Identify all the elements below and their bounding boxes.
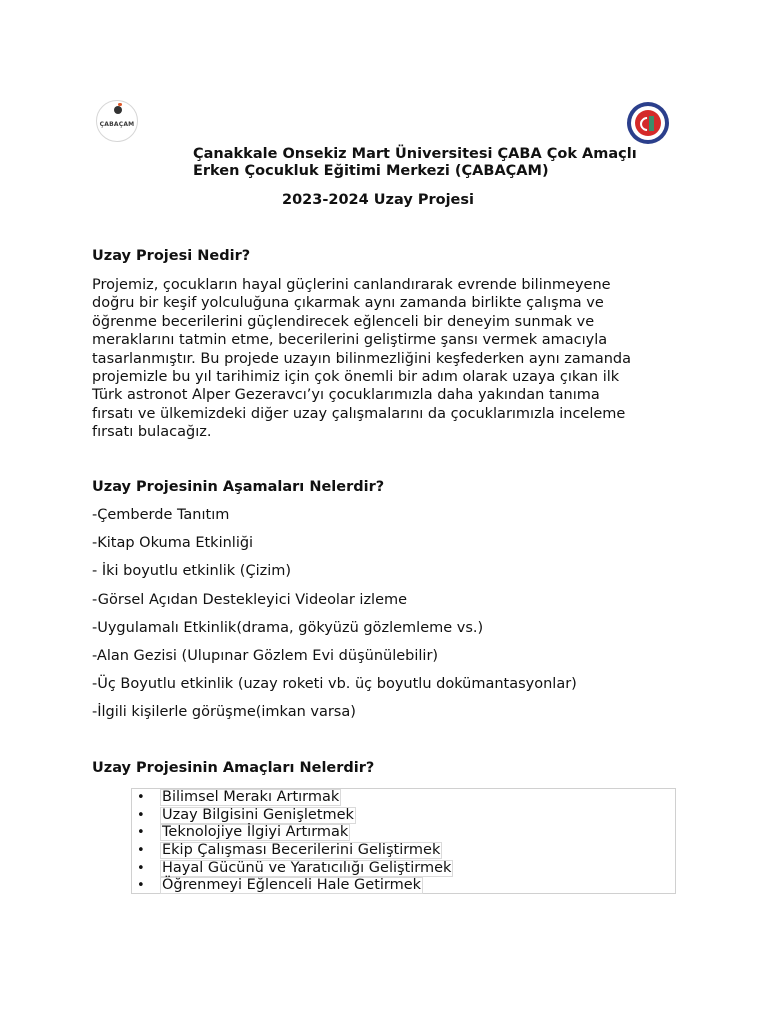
paragraph-line: doğru bir keşif yolculuğuna çıkarmak aynı zamanda birlikte çalışma ve (92, 295, 604, 312)
list-item (137, 859, 453, 877)
bullet-icon: • (137, 878, 145, 894)
heading-line-1: Çanakkale Onsekiz Mart Üniversitesi ÇABA Çok Amaçlı (193, 146, 637, 162)
paragraph-line: projemizle bu yıl tarihimiz için çok önemli bir adım olarak uzaya çıkan ilk (92, 369, 620, 386)
list-item: -Çemberde Tanıtım (92, 507, 230, 523)
aims-list (137, 789, 453, 895)
cabacam-logo-text: ÇABAÇAM (99, 121, 135, 128)
paragraph-line: Projemiz, çocukların hayal güçlerini canlandırarak evrende bilinmeyene (92, 277, 611, 293)
list-item: -Görsel Açıdan Destekleyici Videolar izleme (92, 591, 408, 608)
list-item: -Alan Gezisi (Ulupınar Gözlem Evi düşünülebilir) (92, 647, 439, 664)
university-logo (627, 102, 669, 144)
bullet-icon: • (137, 807, 145, 823)
tower-icon (649, 116, 654, 131)
section-title-what-is: Uzay Projesi Nedir? (92, 248, 251, 264)
bullet-icon: • (137, 843, 145, 859)
bullet-icon: • (137, 790, 145, 806)
stages-list (92, 507, 577, 733)
document-subtitle: 2023-2024 Uzay Projesi (282, 192, 474, 208)
section-title-aims: Uzay Projesinin Amaçları Nelerdir? (92, 760, 375, 776)
paragraph-line: tasarlanmıştır. Bu projede uzayın bilinmezliğini keşfederken aynı zamanda (92, 350, 631, 367)
aim-label: Teknolojiye İlgiyi Artırmak (162, 824, 349, 841)
description-paragraph (92, 276, 682, 442)
apple-icon (114, 106, 122, 114)
paragraph-line: öğrenme becerilerini güçlendirecek eğlenceli bir deneyim sunmak ve (92, 313, 595, 330)
list-item (137, 824, 453, 842)
list-item (137, 807, 453, 825)
document-heading (193, 146, 637, 180)
aim-label: Bilimsel Merakı Artırmak (162, 789, 340, 806)
aim-label: Öğrenmeyi Eğlenceli Hale Getirmek (162, 877, 422, 894)
paragraph-line: fırsatı ve ülkemizdeki diğer uzay çalışmalarını da çocuklarımızla inceleme (92, 405, 626, 422)
paragraph-line: fırsatı bulacağız. (92, 424, 212, 441)
bullet-icon: • (137, 860, 145, 876)
list-item (137, 842, 453, 860)
bullet-icon: • (137, 825, 145, 841)
aim-label: Uzay Bilgisini Genişletmek (162, 806, 354, 823)
list-item: -Kitap Okuma Etkinliği (92, 535, 254, 552)
list-item: -Uygulamalı Etkinlik(drama, gökyüzü gözlemleme vs.) (92, 619, 484, 636)
section-title-stages: Uzay Projesinin Aşamaları Nelerdir? (92, 479, 385, 495)
paragraph-line: Türk astronot Alper Gezeravcı’yı çocuklarımızla daha yakından tanıma (92, 387, 600, 404)
list-item (137, 789, 453, 807)
aim-label: Hayal Gücünü ve Yaratıcılığı Geliştirmek (162, 859, 452, 876)
list-item: -İlgili kişilerle görüşme(imkan varsa) (92, 704, 356, 721)
heading-line-2: Erken Çocukluk Eğitimi Merkezi (ÇABAÇAM) (193, 163, 549, 179)
list-item: - İki boyutlu etkinlik (Çizim) (92, 563, 292, 580)
list-item: -Üç Boyutlu etkinlik (uzay roketi vb. üç boyutlu dokümantasyonlar) (92, 676, 577, 693)
list-item (137, 877, 453, 895)
cabacam-logo (96, 100, 138, 142)
aim-label: Ekip Çalışması Becerilerini Geliştirmek (162, 842, 441, 859)
paragraph-line: meraklarını tatmin etme, becerilerini geliştirme şansı vermek amacıyla (92, 332, 608, 349)
